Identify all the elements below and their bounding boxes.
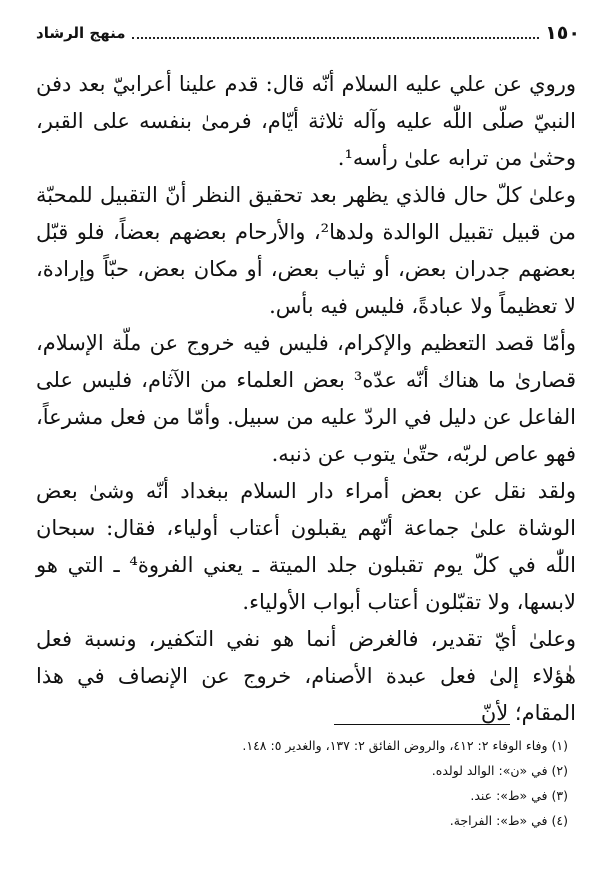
paragraph: وأمّا قصد التعظيم والإكرام، فليس فيه خروج عن ملّة الإسلام، قصارىٰ ما هناك أنّه عدّه³ بعض العلماء من الآثام، فليس على الفاعل عن دليل في الردّ عليه من سبيل. وأمّا من فعل مشرعاً، فهو عاص لربّه، حتّىٰ يتوب عن ذنبه.	[36, 331, 576, 466]
page-header	[36, 20, 580, 44]
paragraph: وعلىٰ كلّ حال فالذي يظهر بعد تحقيق النظر أنّ التقبيل للمحبّة من قبيل تقبيل الوالدة ولدها²، والأرحام بعضهم بعضاً، فلو قبّل بعضهم جدران بعض، أو ثياب بعض، أو مكان بعض، حبّاً وإرادة، لا تعظيماً ولا عبادةً، فليس فيه بأس.	[36, 183, 577, 318]
footnotes	[40, 733, 568, 833]
page-number: ١٥٠	[545, 22, 580, 44]
footnote: (٤) في «ط»: الفراجة.	[449, 813, 568, 828]
running-title: منهج الرشاد	[36, 24, 126, 42]
paragraph: وعلىٰ أيّ تقدير، فالغرض أنما هو نفي التكفير، ونسبة فعل هٰؤلاء إلىٰ فعل عبدة الأصنام، خروج عن الإنصاف في هذا المقام؛ لأنّ	[36, 627, 576, 725]
paragraph: ولقد نقل عن بعض أمراء دار السلام ببغداد أنّه وشىٰ بعض الوشاة علىٰ جماعة أنّهم يقبلون أعتاب أولياء، فقال: سبحان اللّٰه في كلّ يوم تقبلون جلد الميتة ـ يعني الفروة⁴ ـ التي هو لابسها، ولا تقبّلون أعتاب أبواب الأولياء.	[36, 479, 576, 614]
main-text	[36, 66, 576, 732]
footnote: (١) وفاء الوفاء ٢: ٤١٢، والروض الفائق ٢: ١٣٧، والغدير ٥: ١٤٨.	[242, 738, 568, 753]
header-dotted-leader	[132, 37, 540, 39]
footnote-separator	[334, 724, 510, 725]
footnote: (٣) في «ط»: عند.	[470, 788, 568, 803]
paragraph: وروي عن علي عليه السلام أنّه قال: قدم علينا أعرابيّ بعد دفن النبيّ صلّى اللّٰه عليه وآله ثلاثة أيّام، فرمىٰ بنفسه على القبر، وحثىٰ من ترابه علىٰ رأسه¹.	[36, 72, 576, 170]
footnote: (٢) في «ن»: الوالد لولده.	[431, 763, 568, 778]
